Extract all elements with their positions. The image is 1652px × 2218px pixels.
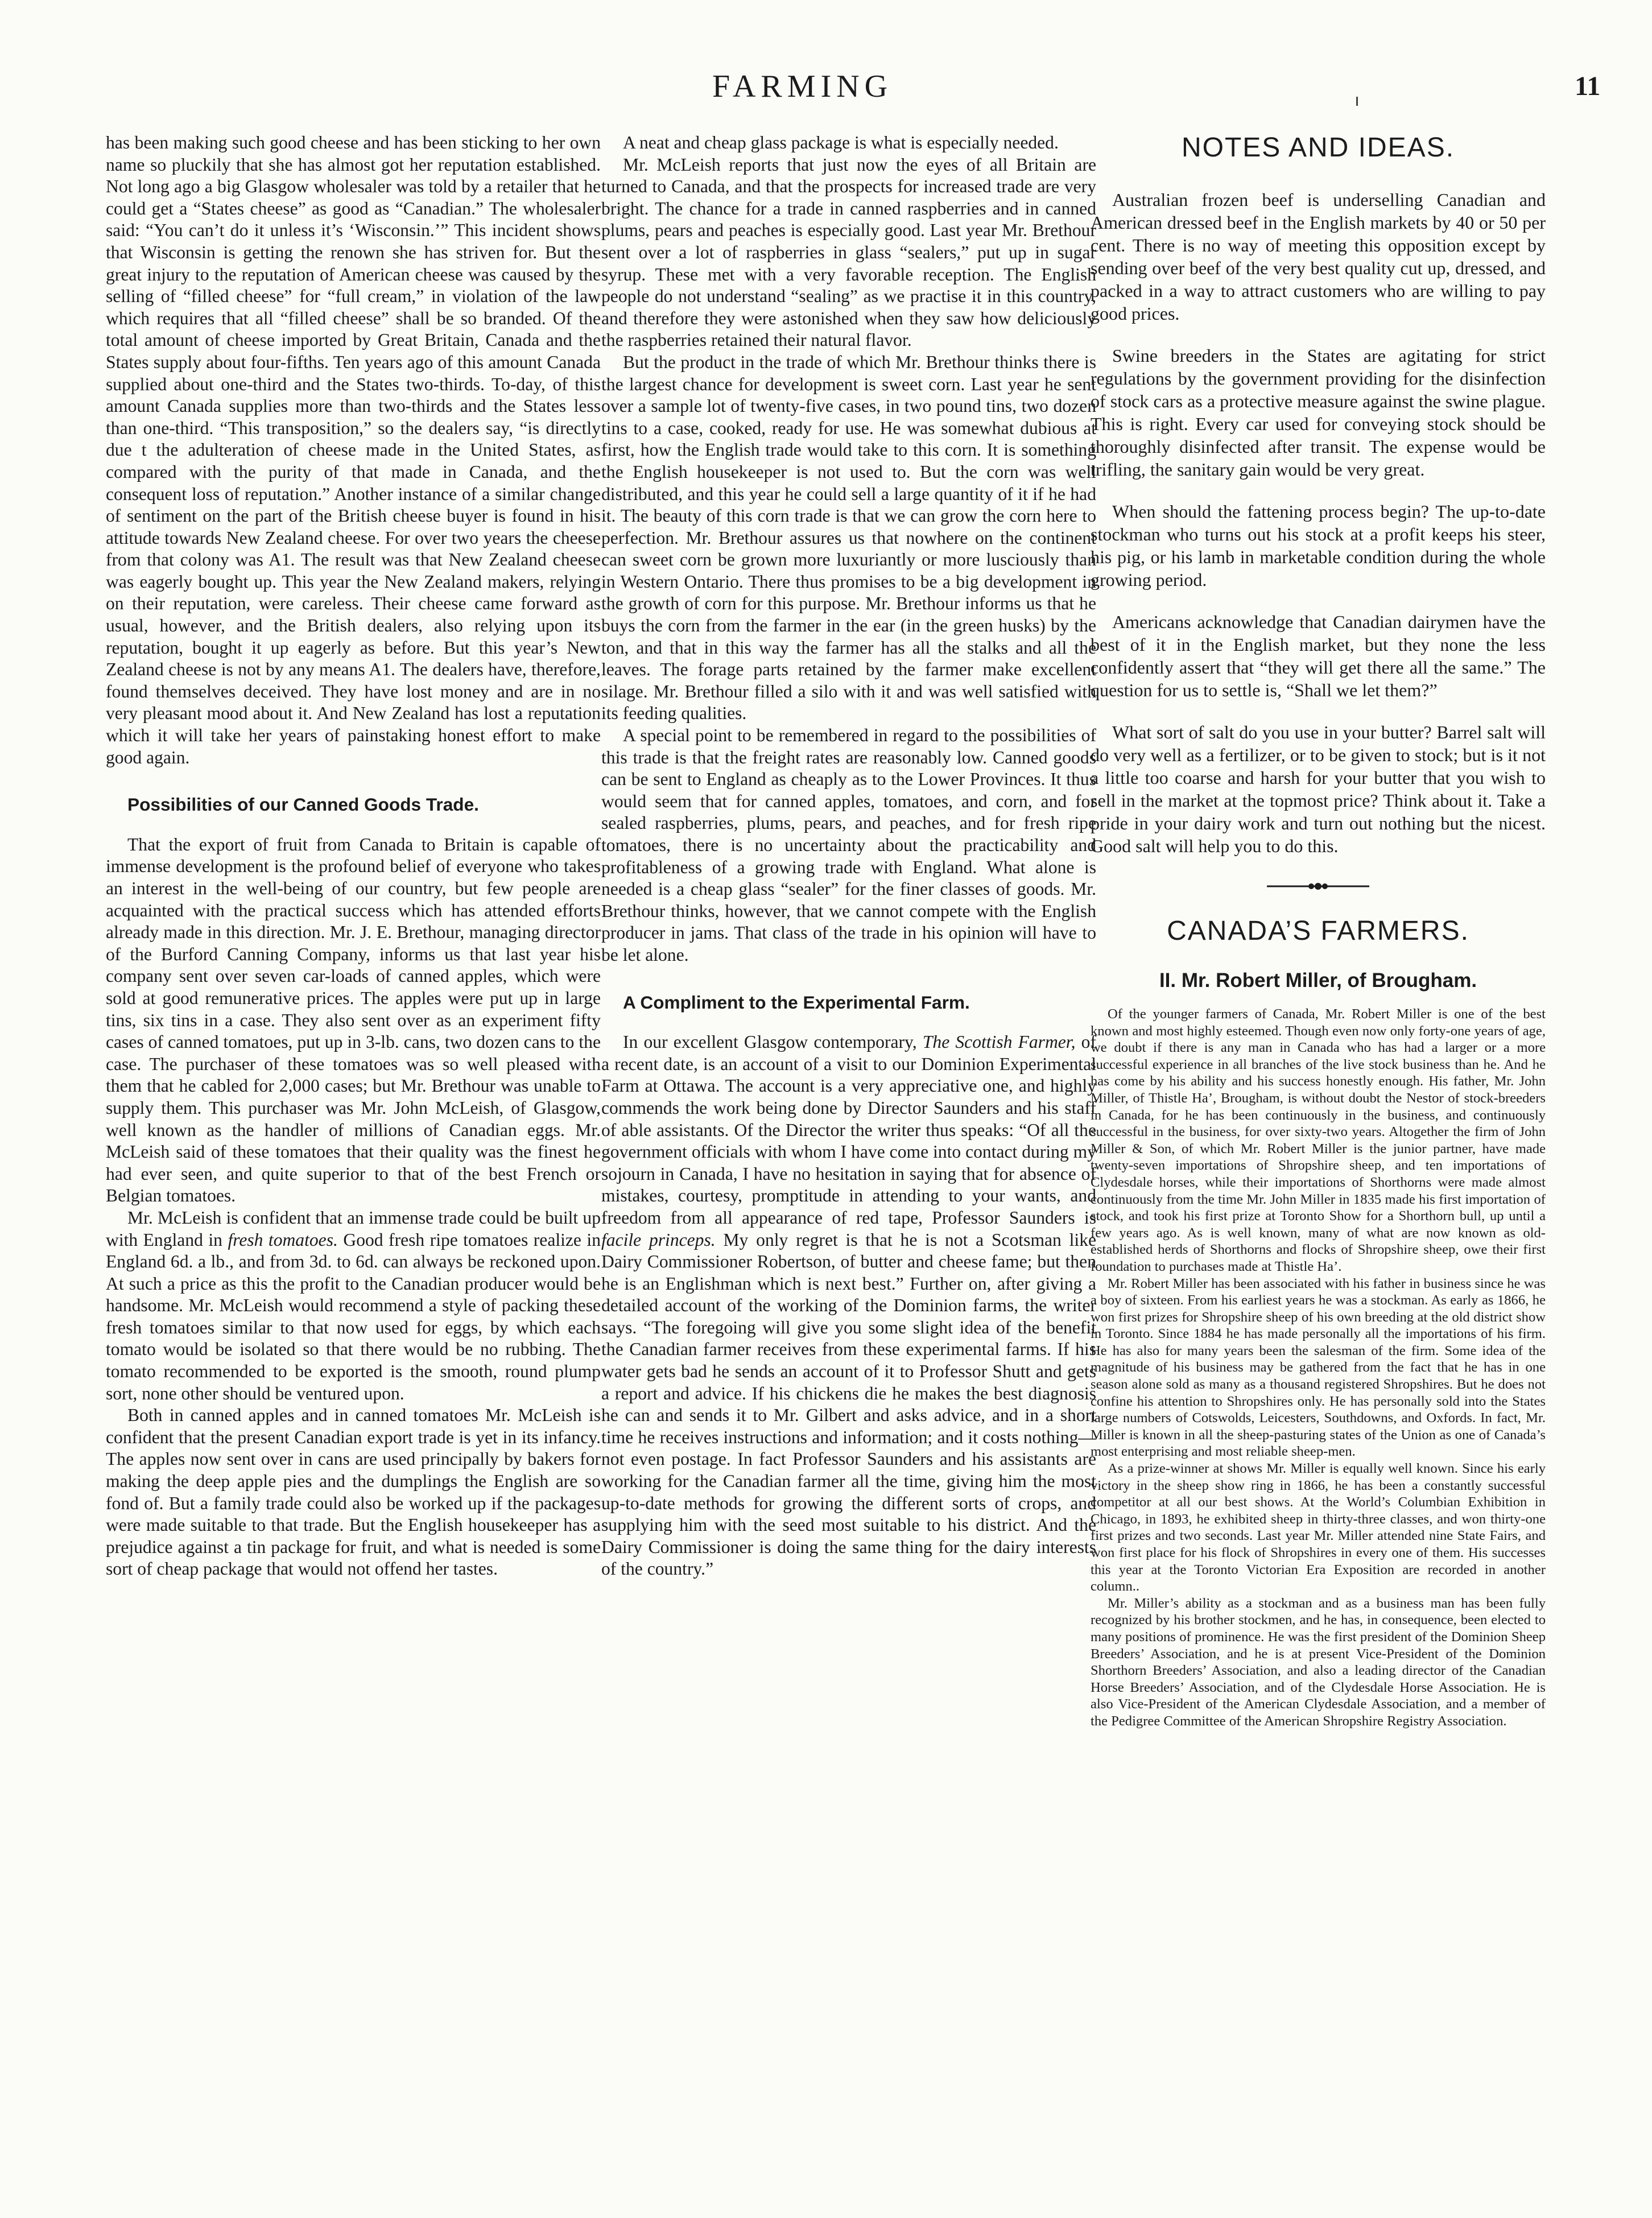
note-salt: What sort of salt do you use in your butter? Barrel salt will do very well as a fertilizer, or to be given to stock; but is it not a little too coarse and harsh for your butter that you wish to sell in the market at the topmost price? Think about it. Take a pride in your dairy work and turn out nothing but the nicest. Good salt will help you to do this. — [1091, 722, 1546, 856]
miller-paragraph-2: Mr. Robert Miller has been associated with his father in business since he was a boy of sixteen. From his earliest years he was a stockman. As early as 1866, he won first prizes for Shropshire sheep of his own breeding at the old district show in Toronto. Since 1884 he has made personally all the importations of his firm. He has also for many years been the salesman of the firm. Some idea of the magnitude of his business may be gathered from the fact that he has in one season alone sold as many as a thousand registered Shropshires. But he does not confine his attention to Shropshires only. He has personally sold into the States large numbers of Cotswolds, Leicesters, Southdowns, and Oxfords. In fact, Mr. Miller is known in all the sheep-pasturing states of the Union as one of Canada’s most enterprising and most reliable sheep-men. — [1091, 1275, 1546, 1460]
heading-canadas-farmers: CANADA’S FARMERS. — [1167, 916, 1469, 946]
column-right — [1091, 132, 1546, 1730]
note-dairymen: Americans acknowledge that Canadian dairymen have the best of it in the English market, but they none the less confidently assert that “they will get there all the same.” The question for us to settle is, “Shall we let them?” — [1091, 612, 1546, 700]
note-swine-breeders: Swine breeders in the States are agitating for strict regulations by the government providing for the disinfection of stock cars as a protective measure against the swine plague. This is right. Every car used for conveying stock should be thoroughly disinfected after transit. The expense would be trifling, the sanitary gain would be very great. — [1091, 345, 1546, 480]
miller-biography — [1091, 1006, 1546, 1730]
subheading-robert-miller: II. Mr. Robert Miller, of Brougham. — [1159, 969, 1477, 992]
paragraph-fresh-tomatoes — [106, 1207, 601, 1405]
paragraph-freight-rates: A special point to be remembered in regard to the possibilities of this trade is that the freight rates are reasonably low. Canned goods can be sent to England as cheaply as to the Lower Provinces. It thus would seem that for canned apples, tomatoes, and corn, and for sealed raspberries, plums, pears, and peaches, and for fresh ripe tomatoes, there is no uncertainty about the practicability and profitableness of a growing trade with England. What alone is needed is a cheap glass “sealer” for the finer classes of goods. Mr. Brethour thinks, however, that we cannot compete with the English producer in jams. That class of the trade in his opinion will have to be let alone. — [601, 725, 1096, 965]
text-run: In our excellent Glasgow contemporary, — [623, 1032, 917, 1052]
miller-paragraph-4: Mr. Miller’s ability as a stockman and as a business man has been fully recognized by his brother stockmen, and he has, in consequence, been elected to many positions of prominence. He was the first president of the Dominion Sheep Breeders’ Association, and he is at present Vice-President of the Dominion Shorthorn Breeders’ Association, and also a leading director of the Canadian Horse Breeders’ Association, and of the Clydesdale Horse Association. He is also Vice-President of the American Clydesdale Association, and a member of the Pedigree Committee of the American Shropshire Registry Association. — [1091, 1595, 1546, 1729]
column-left — [106, 132, 601, 1580]
paragraph-glass-package: A neat and cheap glass package is what is especially needed. — [623, 133, 1059, 152]
note-frozen-beef: Australian frozen beef is underselling Canadian and American dressed beef in the English markets by 40 or 50 per cent. There is no way of meeting this opposition except by sending over beef of the very best quality cut up, dressed, and packed in a way to attract customers who are willing to pay good prices. — [1091, 189, 1546, 324]
note-fattening: When should the fattening process begin? The up-to-date stockman who turns out his stock at a profit keeps his steer, his pig, or his lamb in marketable condition during the whole growing period. — [1091, 501, 1546, 590]
emphasis-text: facile princeps. — [601, 1229, 716, 1250]
text-run: Good fresh ripe tomatoes realize in England 6d. a lb., and from 3d. to 6d. can always be reckoned upon. At such a price as this the profit to the Canadian producer would be handsome. Mr. McLeish would recommend a style of packing these fresh tomatoes similar to that now used for eggs, by which each tomato would be isolated so that there would be no rubbing. The tomato recommended to be exported is the smooth, round plump sort, none other should be ventured upon. — [106, 1229, 601, 1403]
paragraph-fruit-export: That the export of fruit from Canada to Britain is capable of immense development is the profound belief of everyone who takes an interest in the well-being of our country, but few people are acquainted with the practical success which has attended efforts already made in this direction. Mr. J. E. Brethour, managing director of the Burford Canning Company, informs us that last year his company sent over seven car-loads of canned apples, which were sold at good remunerative prices. The apples were put up in large tins, six tins in a case. They also sent over as an experiment fifty cases of canned tomatoes, put up in 3-lb. cans, two dozen cans to the case. The purchaser of these tomatoes was so well pleased with them that he cabled for 2,000 cases; but Mr. Brethour was unable to supply them. This purchaser was Mr. John McLeish, of Glasgow, well known as the handler of millions of Canadian eggs. Mr. McLeish said of these tomatoes that their quality was the finest he had ever seen, and quite superior to that of the best French or Belgian tomatoes. — [106, 834, 601, 1206]
paragraph-cheese-reputation: has been making such good cheese and has been sticking to her own name so pluckily that she has almost got her reputation established. Not long ago a big Glasgow wholesaler was told by a retailer that he could get a “States cheese” as good as “Canadian.” The wholesaler said: “You can’t do it unless it’s ‘Wisconsin.’” This incident shows that Wisconsin is getting the renown she has striven for. But the great injury to the reputation of American cheese was caused by the selling of “filled cheese” for “full cream,” in violation of the law which requires that all “filled cheese” shall be so branded. Of the total amount of cheese imported by Great Britain, Canada and the States supply about four-fifths. Ten years ago of this amount Canada supplied about one-third and the States two-thirds. To-day, of this amount Canada supplies more than two-thirds and the States less than one-third. “This transposition,” so the dealers say, “is directly due t the adulteration of cheese made in the United States, as compared with the purity of that made in Canada, and the consequent loss of reputation.” Another instance of a similar change of sentiment on the part of the British cheese buyer is found in his attitude towards New Zealand cheese. For over two years the cheese from that colony was A1. The result was that New Zealand cheese was eagerly bought up. This year the New Zealand makers, relying on their reputation, were careless. Their cheese came forward as usual, however, and the British dealers, also relying upon its reputation, bought it up eagerly as before. But this year’s New Zealand cheese is not by any means A1. The dealers have, therefore, found themselves deceived. They have lost money and are in no very pleasant mood about it. And New Zealand has lost a reputation which it will take her years of painstaking honest effort to make good again. — [106, 133, 601, 767]
paragraph-sweet-corn: But the product in the trade of which Mr. Brethour thinks there is the largest chance for development is sweet corn. Last year he sent over a sample lot of twenty-five cases, in two pound tins, two dozen tins to a case, cooked, ready for use. He was somewhat dubious at first, how the English trade would take to this corn. It is something the English housekeeper is not used to. But the corn was well distributed, and this year he could sell a large quantity of it if he had it. The beauty of this corn trade is that we can grow the corn here to perfection. Mr. Brethour assures us that nowhere on the continent can sweet corn be grown more luxuriantly or more lusciously than in Western Ontario. There thus promises to be a big development in the growth of corn for this purpose. Mr. Brethour informs us that he buys the corn from the farmer in the ear (in the green husks) by the ton, and that in this way the farmer has all the stalks and all the leaves. The forage parts retained by the farmer make excellent silage. Mr. Brethour filled a silo with it and was well satisfied with its feeding qualities. — [601, 352, 1096, 724]
text-run: My only regret is that he is not a Scotsman like Dairy Commissioner Robertson, of butter and cheese fame; but then he is an Englishman which is next best.” Further on, after giving a detailed account of the working of the Dominion farms, the writer says. “The foregoing will give you some slight idea of the benefit the Canadian farmer receives from these experimental farms. If his water gets bad he sends an account of it to Professor Shutt and gets a report and advice. If his chickens die he makes the best diagnosis he can and sends it to Mr. Gilbert and asks advice, and in a short time he receives instructions and information; and it costs nothing—not even postage. In fact Professor Saunders and his assistants are working for the Canadian farmer all the time, giving him the most up-to-date methods for growing the different sorts of crops, and supplying him with the seed most suitable to his district. And the Dairy Commissioner is doing the same thing for the dairy interests of the country.” — [601, 1229, 1097, 1579]
paragraph-scottish-farmer — [601, 1031, 1096, 1580]
section-divider-ornament — [1267, 882, 1369, 890]
heading-experimental-farm: A Compliment to the Experimental Farm. — [623, 992, 970, 1013]
miller-paragraph-1: Of the younger farmers of Canada, Mr. Robert Miller is one of the best known and most highly esteemed. Though even now only forty-one years of age, we doubt if there is any man in Canada who has had a larger or a more successful experience in all branches of the live stock business than he. And he has come by his ability and his success honestly enough. His father, Mr. John Miller, of Thistle Ha’, Brougham, is without doubt the Nestor of stock-breeders in Canada, for he has been continuously in the business, and continuously successful in the business, for over sixty-two years. Altogether the firm of John Miller & Son, of which Mr. Robert Miller is the junior partner, have made twenty-seven importations of Shropshire sheep, and ten importations of Clydesdale horses, while their importations of Shorthorns were made almost continuously from the time Mr. John Miller in 1835 made his first importation of stock, and took his first prize at Toronto Show for a Shorthorn bull, up until a few years ago. As is well known, many of what are now known as old-established herds of Shorthorns and flocks of Shropshire sheep, owe their first foundation to purchases made at Thistle Ha’. — [1091, 1006, 1546, 1274]
emphasis-text: The Scottish Farmer, — [922, 1032, 1076, 1052]
journal-title: FARMING — [712, 69, 893, 104]
miller-paragraph-3: As a prize-winner at shows Mr. Miller is equally well known. Since his early victory in the sheep show ring in 1866, he has been a constantly successful competitor at all our best shows. At the World’s Columbian Exhibition in Chicago, in 1893, he exhibited sheep in thirty-three classes, and won thirty-one first prizes and two seconds. Last year Mr. Miller attended nine State Fairs, and won first place for his flock of Shropshires in every one of them. His successes this year at the Toronto Victorian Era Exposition are recorded in another column.. — [1091, 1461, 1546, 1595]
print-mark — [1356, 97, 1358, 106]
column-middle — [601, 132, 1096, 1580]
text-run: of a recent date, is an account of a visit to our Dominion Experimental Farm at Ottawa. The account is a very appreciative one, and highly commends the work being done by Director Saunders and his staff of able assistants. Of the Director the writer thus speaks: “Of all the government officials with whom I have come into contact during my sojourn in Canada, I have no hesitation in saying that for absence of mistakes, courtesy, promptitude in attending to your wants, and freedom from all appearance of red tape, Professor Saunders is — [601, 1032, 1096, 1228]
paragraph-canned-apples: Both in canned apples and in canned tomatoes Mr. McLeish is confident that the present Canadian export trade is yet in its infancy. The apples now sent over in cans are used principally by bakers for making the deep apple pies and the dumplings the English are so fond of. But a family trade could also be worked up if the packages were made suitable to that trade. But the English housekeeper has a prejudice against a tin package for fruit, and what is needed is some sort of cheap package that would not offend her tastes. — [106, 1405, 601, 1579]
emphasis-text: fresh tomatoes. — [228, 1229, 338, 1250]
text-run: Mr. McLeish is confident that an immense trade could be built up with England in — [106, 1207, 601, 1250]
page-number: 11 — [1575, 71, 1601, 101]
page-header — [0, 68, 1652, 114]
heading-notes-and-ideas: NOTES AND IDEAS. — [1181, 133, 1455, 163]
heading-canned-goods: Possibilities of our Canned Goods Trade. — [127, 794, 479, 815]
paragraph-raspberries: Mr. McLeish reports that just now the eyes of all Britain are turned to Canada, and that the prospects for increased trade are very bright. The chance for a trade in canned raspberries and in canned plums, pears and peaches is especially good. Last year Mr. Brethour sent over a lot of raspberries in glass “sealers,” put up in sugar syrup. These met with a very favorable reception. The English people do not understand “sealing” as we practise it in this country, and therefore they were astonished when they saw how deliciously the raspberries retained their natural flavor. — [601, 154, 1096, 350]
